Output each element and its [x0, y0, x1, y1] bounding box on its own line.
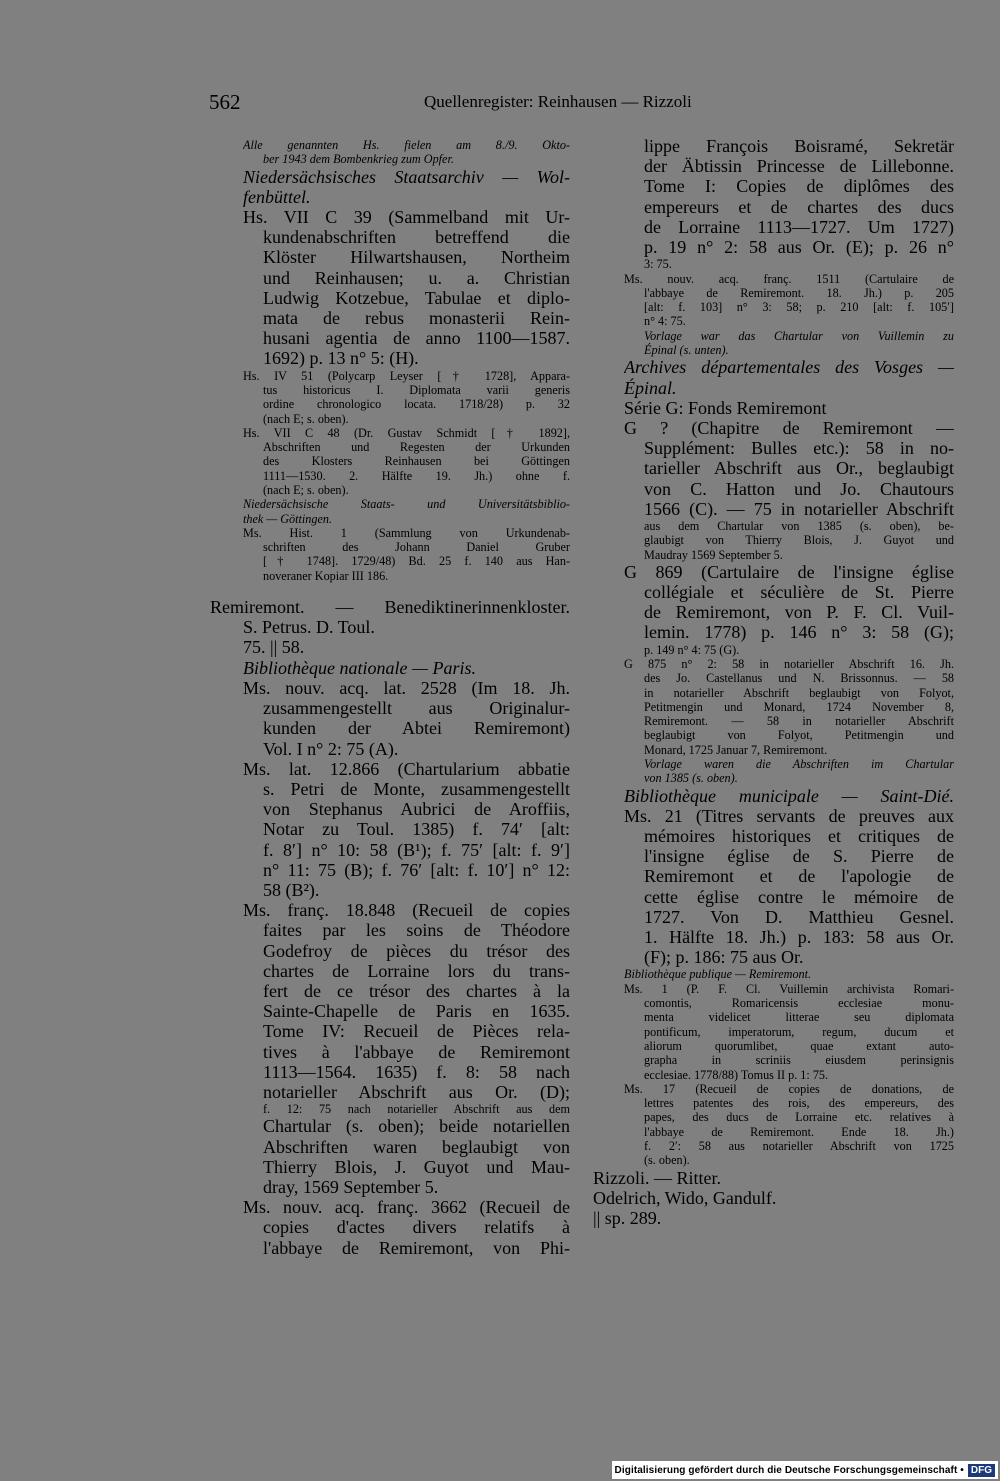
text-line: G 875 n° 2: 58 in notarieller Abschrift 16. Jh.: [624, 656, 954, 671]
text-line: (nach E; s. oben).: [263, 483, 349, 497]
text-line: ordine chronologico locata. 1718/28) p. 32: [263, 397, 570, 412]
text-line: s. Petri de Monte, zusammengestellt: [263, 778, 570, 799]
text-line: Ms. lat. 12.866 (Chartularium abbatie: [243, 758, 570, 779]
text-line: (F); p. 186: 75 aus Or.: [644, 947, 804, 968]
text-line: Niedersächsisches Staatsarchiv — Wol-: [243, 166, 570, 187]
text-line: f. 12: 75 nach notarieller Abschrift aus dem: [263, 1102, 570, 1117]
text-line: Vorlage war das Chartular von Vuillemin zu: [644, 328, 954, 343]
text-line: von Stephanus Aubrici de Aroffiis,: [263, 799, 570, 820]
footer-text: Digitalisierung gefördert durch die Deutsche Forschungsgemeinschaft •: [614, 1464, 964, 1476]
text-line: kundenabschriften betreffend die: [263, 227, 570, 248]
text-line: Remiremont. — 58 in notarieller Abschrift: [644, 714, 954, 729]
text-line: Épinal.: [624, 377, 677, 398]
text-line: zusammengestellt aus Originalur-: [263, 698, 570, 719]
text-line: (nach E; s. oben).: [263, 411, 349, 426]
text-line: Épinal (s. unten).: [644, 343, 729, 357]
text-line: 1. Hälfte 18. Jh.) p. 183: 58 aus Or.: [644, 927, 954, 948]
text-line: cette église contre le mémoire de: [644, 886, 954, 907]
text-line: dray, 1569 September 5.: [263, 1177, 439, 1198]
text-line: chartes de Lorraine lors du trans-: [263, 960, 570, 981]
text-line: Série G: Fonds Remiremont: [624, 397, 827, 418]
dfg-funding-footer: [612, 1461, 998, 1479]
text-line: aliorum quorumlibet, quae extant auto-: [644, 1038, 954, 1053]
text-line: Ms. franç. 18.848 (Recueil de copies: [243, 900, 570, 921]
text-line: Hs. VII C 48 (Dr. Gustav Schmidt [† 1892],: [243, 425, 570, 440]
text-line: tarieller Abschrift aus Or., beglaubigt: [644, 458, 954, 479]
text-line: mata de rebus monasterii Rein-: [263, 308, 570, 329]
text-line: menta videlicet litterae seu diplomata: [644, 1010, 954, 1025]
text-line: Ms. 21 (Titres servants de preuves aux: [624, 805, 954, 826]
text-line: G ? (Chapitre de Remiremont —: [624, 417, 954, 438]
text-line: collégiale et séculière de St. Pierre: [644, 582, 954, 603]
text-line: 75. || 58.: [243, 637, 305, 658]
text-line: husani agentia de anno 1100—1587.: [263, 328, 570, 349]
page-number: 562: [209, 90, 241, 114]
text-line: des Jo. Castellanus und N. Brissonnus. — 58: [644, 671, 954, 686]
text-line: Ludwig Kotzebue, Tabulae et diplo-: [263, 287, 570, 308]
text-line: Vol. I n° 2: 75 (A).: [263, 738, 399, 759]
text-line: 1566 (C). — 75 in notarieller Abschrift: [644, 498, 954, 519]
text-line: mémoires historiques et critiques de: [644, 826, 954, 846]
text-line: Abschriften und Regesten der Urkunden: [263, 440, 570, 455]
text-line: faites par les soins de Théodore: [263, 920, 570, 941]
text-line: lemin. 1778) p. 146 n° 3: 58 (G);: [644, 622, 954, 643]
text-line: in notarieller Abschrift beglaubigt von Folyot,: [644, 685, 954, 700]
text-line: Niedersächsische Staats- und Universitätsbiblio-: [243, 497, 570, 512]
text-line: Remiremont et de l'apologie de: [644, 866, 954, 887]
text-line: Vorlage waren die Abschriften im Chartular: [644, 757, 954, 771]
text-line: glaubigt von Thierry Blois, J. Guyot und: [644, 533, 954, 548]
text-line: Abschriften waren beglaubigt von: [263, 1136, 570, 1157]
left-column: [210, 138, 570, 1258]
text-line: Ms. nouv. acq. lat. 2528 (Im 18. Jh.: [243, 677, 570, 698]
running-head: Quellenregister: Reinhausen — Rizzoli: [424, 92, 692, 111]
text-line: Alle genannten Hs. fielen am 8./9. Okto-: [243, 138, 570, 152]
right-column: [593, 136, 954, 1228]
text-line: papes, des ducs de Lorraine etc. relatives à: [644, 1110, 954, 1125]
text-line: comontis, Romaricensis ecclesiae monu-: [644, 996, 954, 1011]
text-line: (s. oben).: [644, 1153, 690, 1168]
text-line: Godefroy de pièces du trésor des: [263, 940, 570, 961]
text-line: aus dem Chartular von 1385 (s. oben), be-: [644, 518, 954, 533]
text-line: Odelrich, Wido, Gandulf.: [593, 1187, 777, 1208]
text-line: Archives départementales des Vosges —: [624, 357, 954, 378]
text-line: 1111—1530. 2. Hälfte 19. Jh.) ohne f.: [263, 468, 570, 483]
text-line: pontificum, imperatorum, regum, ducum et: [644, 1024, 954, 1039]
text-line: l'abbaye de Remiremont. Ende 18. Jh.): [644, 1124, 954, 1139]
text-line: Tome I: Copies de diplômes des: [644, 176, 954, 197]
text-line: lettres patentes des rois, des empereurs, des: [644, 1096, 954, 1111]
text-line: copies d'actes divers relatifs à: [263, 1217, 570, 1238]
text-line: tives à l'abbaye de Remiremont: [263, 1041, 570, 1062]
text-line: notarieller Abschrift aus Or. (D);: [263, 1081, 570, 1102]
text-line: und Reinhausen; u. a. Christian: [263, 267, 570, 288]
text-line: Sainte-Chapelle de Paris en 1635.: [263, 1001, 570, 1022]
text-line: Hs. IV 51 (Polycarp Leyser [† 1728], Appara-: [243, 368, 570, 383]
dfg-logo: DFG: [968, 1464, 995, 1477]
text-line: Rizzoli. — Ritter.: [593, 1167, 721, 1188]
text-line: grapha in scriniis eiusdem perinsignis: [644, 1053, 954, 1068]
text-line: Ms. nouv. acq. franç. 1511 (Cartulaire de: [624, 271, 954, 286]
text-line: [† 1748]. 1729/48) Bd. 25 f. 140 aus Han-: [263, 554, 570, 569]
text-line: l'abbaye de Remiremont. 18. Jh.) p. 205: [644, 285, 954, 300]
text-line: schriften des Johann Daniel Gruber: [263, 540, 570, 555]
right-column-entries: [624, 136, 954, 1168]
text-line: f. 2′: 58 aus notarieller Abschrift von 1725: [644, 1138, 954, 1153]
text-line: Supplément: Bulles etc.): 58 in no-: [644, 438, 954, 459]
text-line: ber 1943 dem Bombenkrieg zum Opfer.: [263, 152, 454, 167]
text-line: der Äbtissin Princesse de Lillebonne.: [644, 156, 954, 177]
text-line: G 869 (Cartulaire de l'insigne église: [624, 561, 954, 582]
rizzoli-entry: [593, 1168, 954, 1229]
text-line: lippe François Boisramé, Sekretär: [644, 136, 954, 156]
text-line: thek — Göttingen.: [243, 511, 333, 526]
text-line: n° 11: 75 (B); f. 76′ [alt: f. 10′] n° 12:: [263, 859, 570, 880]
text-line: S. Petrus. D. Toul.: [243, 617, 375, 638]
text-line: von C. Hatton und Jo. Chautours: [644, 478, 954, 499]
text-line: Chartular (s. oben); beide notariellen: [263, 1116, 570, 1137]
text-line: n° 4: 75.: [644, 314, 686, 329]
text-line: Bibliothèque municipale — Saint-Dié.: [624, 785, 954, 806]
text-line: || sp. 289.: [593, 1207, 662, 1228]
text-line: de Remiremont, von P. F. Cl. Vuil-: [644, 602, 954, 623]
text-line: Tome IV: Recueil de Pièces rela-: [263, 1021, 570, 1042]
text-line: tus historicus I. Diplomata varii generis: [263, 382, 570, 397]
text-line: 1692) p. 13 n° 5: (H).: [263, 348, 419, 369]
text-line: [alt: f. 103] n° 3: 58; p. 210 [alt: f. 105′]: [644, 300, 954, 315]
text-line: von 1385 (s. oben).: [644, 771, 738, 786]
text-line: des Klosters Reinhausen bei Göttingen: [263, 454, 570, 469]
text-line: fenbüttel.: [243, 186, 311, 207]
text-line: Notar zu Toul. 1385) f. 74′ [alt:: [263, 819, 570, 840]
text-line: 3: 75.: [644, 257, 672, 272]
text-line: 58 (B²).: [263, 879, 320, 900]
text-line: Ms. Hist. 1 (Sammlung von Urkundenab-: [243, 525, 570, 540]
text-line: f. 8′] n° 10: 58 (B¹); f. 75′ [alt: f. 9′]: [263, 839, 570, 860]
text-line: Maudray 1569 September 5.: [644, 547, 783, 562]
text-line: Monard, 1725 Januar 7, Remiremont.: [644, 742, 828, 757]
text-line: Bibliothèque publique — Remiremont.: [624, 967, 812, 982]
text-line: p. 149 n° 4: 75 (G).: [644, 642, 740, 657]
text-line: Ms. nouv. acq. franç. 3662 (Recueil de: [243, 1197, 570, 1218]
text-line: beglaubigt von Folyot, Petitmengin und: [644, 728, 954, 743]
text-line: noveraner Kopiar III 186.: [263, 568, 389, 583]
text-line: Ms. 1 (P. F. Cl. Vuillemin archivista Romari-: [624, 981, 954, 996]
text-line: l'abbaye de Remiremont, von Phi-: [263, 1237, 570, 1258]
text-line: fert de ce trésor des chartes à la: [263, 980, 570, 1001]
text-line: kunden der Abtei Remiremont): [263, 718, 570, 739]
text-line: de Lorraine 1113—1727. Um 1727): [644, 216, 954, 237]
text-line: 1727. Von D. Matthieu Gesnel.: [644, 906, 954, 927]
text-line: 1113—1564. 1635) f. 8: 58 nach: [263, 1061, 570, 1082]
text-line: Remiremont. — Benediktinerinnenkloster.: [210, 597, 570, 618]
text-line: Petitmengin und Monard, 1724 November 8,: [644, 699, 954, 714]
text-line: Thierry Blois, J. Guyot und Mau-: [263, 1156, 570, 1177]
text-line: Bibliothèque nationale — Paris.: [243, 657, 476, 678]
text-line: Ms. 17 (Recueil de copies de donations, de: [624, 1081, 954, 1096]
text-line: empereurs et de chartes des ducs: [644, 196, 954, 217]
text-line: Klöster Hilwartshausen, Northeim: [263, 247, 570, 268]
text-line: ecclesiae. 1778/88) Tomus II p. 1: 75.: [644, 1067, 829, 1082]
text-line: p. 19 n° 2: 58 aus Or. (E); p. 26 n°: [644, 237, 954, 258]
text-line: Hs. VII C 39 (Sammelband mit Ur-: [243, 207, 570, 227]
text-line: l'insigne église de S. Pierre de: [644, 846, 954, 867]
